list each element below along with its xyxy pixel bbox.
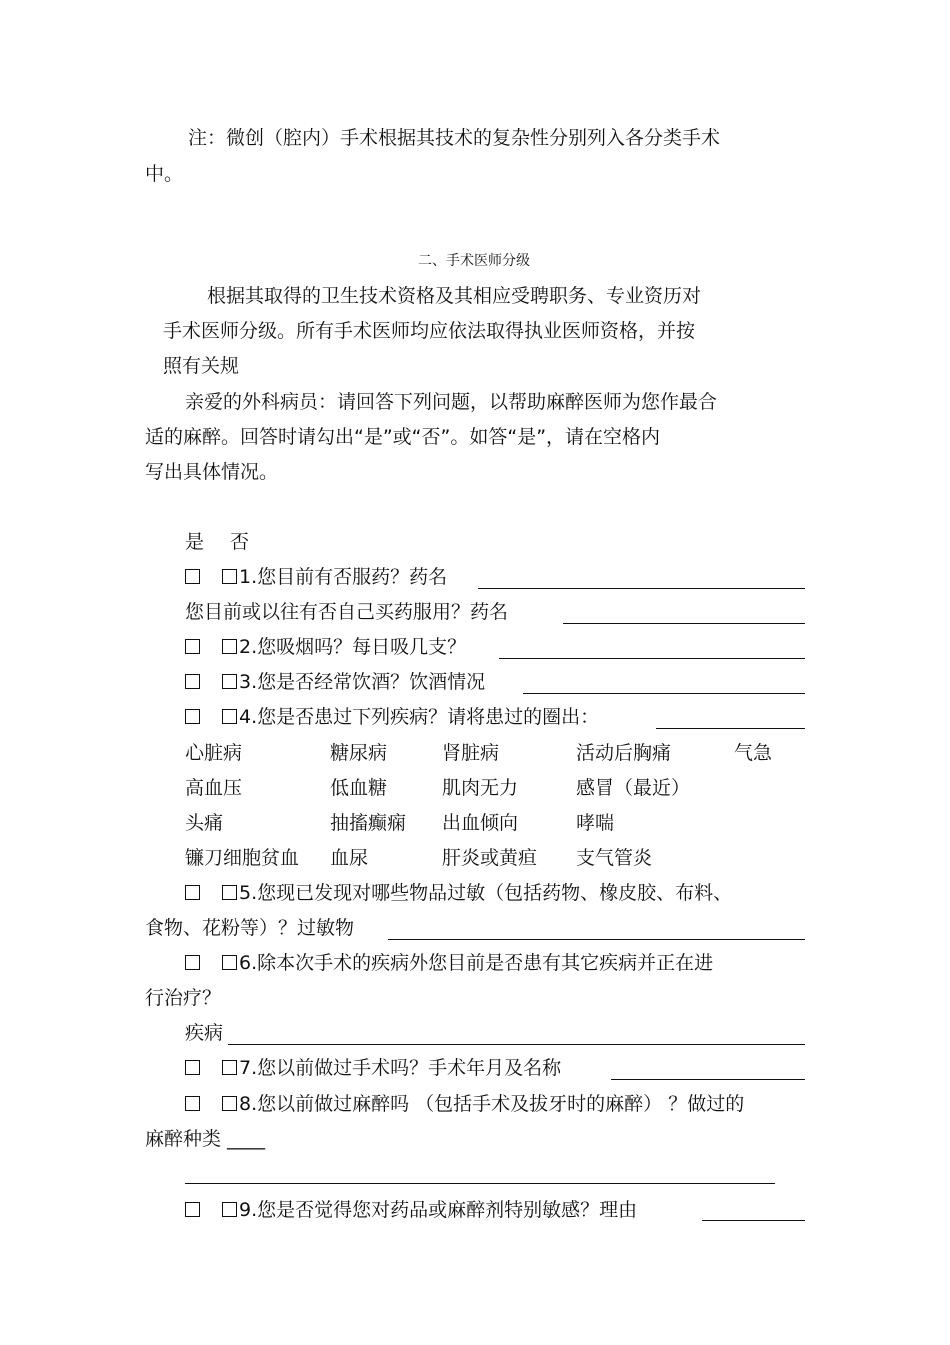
question-7 bbox=[185, 1059, 561, 1078]
note-line-1: 注：微创（腔内）手术根据其技术的复杂性分别列入各分类手术 bbox=[188, 127, 721, 149]
q9-no-checkbox[interactable] bbox=[222, 1202, 237, 1217]
q7-answer-line[interactable] bbox=[611, 1079, 805, 1080]
question-4 bbox=[185, 708, 599, 727]
q9-answer-line[interactable] bbox=[702, 1220, 805, 1221]
q6-no-checkbox[interactable] bbox=[222, 955, 237, 970]
section-heading: 二、手术医师分级 bbox=[418, 253, 530, 269]
question-5-cont: 食物、花粉等）？过敏物 bbox=[145, 917, 355, 939]
q8-answer-line[interactable] bbox=[185, 1183, 775, 1184]
disease-item[interactable]: 感冒（最近） bbox=[576, 777, 691, 799]
q1-answer-line[interactable] bbox=[478, 588, 805, 589]
q7-yes-checkbox[interactable] bbox=[185, 1060, 200, 1075]
q4-text: 4.您是否患过下列疾病？请将患过的圈出： bbox=[239, 706, 600, 728]
q2-answer-line[interactable] bbox=[499, 658, 805, 659]
q4-yes-checkbox[interactable] bbox=[185, 709, 200, 724]
disease-item[interactable]: 支气管炎 bbox=[576, 847, 653, 869]
q7-text: 7.您以前做过手术吗？手术年月及名称 bbox=[239, 1057, 562, 1079]
question-9 bbox=[185, 1201, 637, 1220]
disease-item[interactable]: 高血压 bbox=[185, 777, 243, 799]
question-6 bbox=[185, 954, 713, 973]
q5-no-checkbox[interactable] bbox=[222, 885, 237, 900]
disease-item[interactable]: 肝炎或黄疸 bbox=[442, 847, 538, 869]
note-line-2: 中。 bbox=[145, 163, 184, 185]
q8-text: 8.您以前做过麻醉吗 （包括手术及拔牙时的麻醉） ？做过的 bbox=[239, 1093, 745, 1115]
disease-item[interactable]: 活动后胸痛 bbox=[576, 742, 672, 764]
q1-yes-checkbox[interactable] bbox=[185, 569, 200, 584]
q6-disease-label: 疾病 bbox=[185, 1022, 224, 1044]
disease-item[interactable]: 气急 bbox=[734, 742, 773, 764]
q5-answer-line[interactable] bbox=[388, 939, 805, 940]
yes-header: 是 bbox=[185, 531, 205, 553]
question-5 bbox=[185, 884, 732, 903]
disease-item[interactable]: 肌肉无力 bbox=[442, 777, 519, 799]
q6-answer-line[interactable] bbox=[228, 1044, 805, 1045]
q4-answer-line[interactable] bbox=[656, 728, 805, 729]
disease-item[interactable]: 血尿 bbox=[330, 847, 369, 869]
disease-item[interactable]: 糖尿病 bbox=[330, 742, 388, 764]
disease-item[interactable]: 肾脏病 bbox=[442, 742, 500, 764]
disease-item[interactable]: 心脏病 bbox=[185, 742, 243, 764]
intro-line-3: 写出具体情况。 bbox=[145, 461, 279, 483]
q2-yes-checkbox[interactable] bbox=[185, 639, 200, 654]
q9-yes-checkbox[interactable] bbox=[185, 1202, 200, 1217]
no-header: 否 bbox=[230, 531, 250, 553]
q4-no-checkbox[interactable] bbox=[222, 709, 237, 724]
q1b-answer-line[interactable] bbox=[563, 623, 805, 624]
q6-text: 6.除本次手术的疾病外您目前是否患有其它疾病并正在进 bbox=[239, 952, 714, 974]
intro-line-2: 适的麻醉。回答时请勾出“是”或“否”。如答“是”，请在空格内 bbox=[145, 426, 661, 448]
question-2 bbox=[185, 638, 466, 657]
q5-yes-checkbox[interactable] bbox=[185, 885, 200, 900]
q1-no-checkbox[interactable] bbox=[222, 569, 237, 584]
q3-yes-checkbox[interactable] bbox=[185, 674, 200, 689]
q3-text: 3.您是否经常饮酒？饮酒情况 bbox=[239, 671, 486, 693]
section-paragraph-line-2: 手术医师分级。所有手术医师均应依法取得执业医师资格，并按 bbox=[163, 320, 696, 342]
section-paragraph-line-3: 照有关规 bbox=[163, 355, 240, 377]
disease-item[interactable]: 抽搐癫痫 bbox=[330, 812, 407, 834]
q2-text: 2.您吸烟吗？每日吸几支？ bbox=[239, 636, 467, 658]
section-paragraph-line-1: 根据其取得的卫生技术资格及其相应受聘职务、专业资历对 bbox=[207, 285, 702, 307]
q3-no-checkbox[interactable] bbox=[222, 674, 237, 689]
disease-item[interactable]: 哮喘 bbox=[576, 812, 615, 834]
q3-answer-line[interactable] bbox=[523, 693, 805, 694]
disease-item[interactable]: 头痛 bbox=[185, 812, 224, 834]
q7-no-checkbox[interactable] bbox=[222, 1060, 237, 1075]
q5-text: 5.您现已发现对哪些物品过敏（包括药物、橡皮胶、布料、 bbox=[239, 882, 733, 904]
question-1b: 您目前或以往有否自己买药服用？药名 bbox=[185, 601, 509, 623]
disease-item[interactable]: 出血倾向 bbox=[442, 812, 519, 834]
intro-line-1: 亲爱的外科病员：请回答下列问题，以帮助麻醉医师为您作最合 bbox=[185, 391, 718, 413]
disease-item[interactable]: 低血糖 bbox=[330, 777, 388, 799]
q1-text: 1.您目前有否服药？药名 bbox=[239, 566, 448, 588]
question-6-cont: 行治疗？ bbox=[145, 987, 222, 1009]
question-8-cont: 麻醉种类 ____ bbox=[145, 1128, 266, 1150]
question-3 bbox=[185, 673, 485, 692]
q8-yes-checkbox[interactable] bbox=[185, 1096, 200, 1111]
q6-yes-checkbox[interactable] bbox=[185, 955, 200, 970]
q2-no-checkbox[interactable] bbox=[222, 639, 237, 654]
q9-text: 9.您是否觉得您对药品或麻醉剂特别敏感？理由 bbox=[239, 1199, 638, 1221]
q8-no-checkbox[interactable] bbox=[222, 1096, 237, 1111]
disease-item[interactable]: 镰刀细胞贫血 bbox=[185, 847, 300, 869]
question-1 bbox=[185, 568, 447, 587]
question-8 bbox=[185, 1095, 744, 1114]
